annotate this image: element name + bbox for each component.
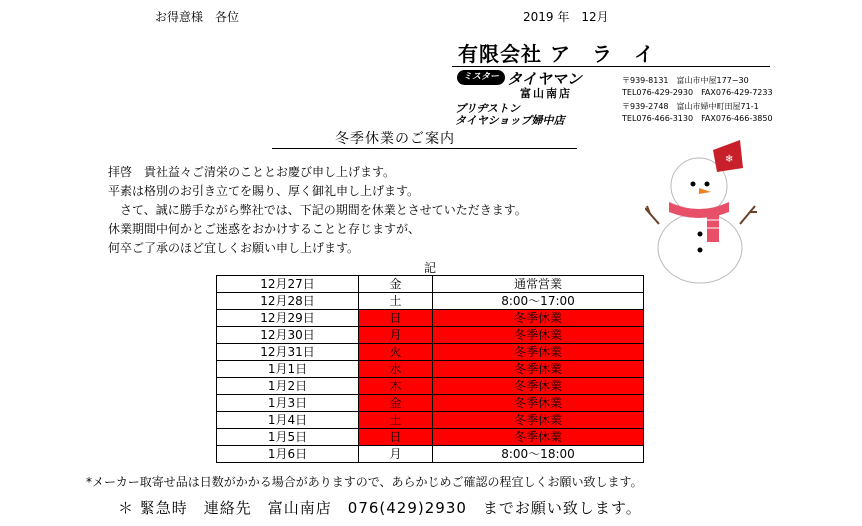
schedule-day-cell: 日	[359, 310, 433, 327]
schedule-date-cell: 12月28日	[217, 293, 359, 310]
schedule-day-cell: 水	[359, 361, 433, 378]
schedule-status-cell: 冬季休業	[433, 327, 644, 344]
schedule-status-cell: 8:00〜17:00	[433, 293, 644, 310]
table-row	[217, 429, 644, 446]
brand-name: タイヤマン	[507, 70, 582, 88]
ki-label: 記	[424, 261, 437, 275]
schedule-status-cell: 冬季休業	[433, 310, 644, 327]
body-line-2: 平素は格別のお引き立てを賜り、厚く御礼申し上げます。	[108, 184, 420, 198]
schedule-day-cell: 金	[359, 276, 433, 293]
recipient-line: お得意様 各位	[155, 10, 240, 24]
shop2-address: 〒939-2748 富山市婦中町田屋71-1	[622, 102, 759, 111]
schedule-date-cell: 1月3日	[217, 395, 359, 412]
schedule-status-cell: 冬季休業	[433, 395, 644, 412]
shop2-brand: ブリヂストン	[455, 102, 520, 115]
schedule-status-cell: 冬季休業	[433, 378, 644, 395]
schedule-status-cell: 冬季休業	[433, 429, 644, 446]
table-row	[217, 446, 644, 463]
schedule-date-cell: 12月29日	[217, 310, 359, 327]
body-line-3: さて、誠に勝手ながら弊社では、下記の期間を休業とさせていただきます。	[108, 203, 527, 217]
schedule-date-cell: 12月30日	[217, 327, 359, 344]
schedule-date-cell: 1月1日	[217, 361, 359, 378]
schedule-day-cell: 土	[359, 293, 433, 310]
schedule-status-cell: 冬季休業	[433, 361, 644, 378]
schedule-day-cell: 火	[359, 344, 433, 361]
shop2-name: タイヤショップ婦中店	[455, 114, 565, 127]
schedule-status-cell: 冬季休業	[433, 344, 644, 361]
schedule-table	[216, 275, 644, 463]
schedule-day-cell: 月	[359, 327, 433, 344]
schedule-status-cell: 8:00〜18:00	[433, 446, 644, 463]
svg-text:❄: ❄	[725, 154, 734, 165]
schedule-day-cell: 木	[359, 378, 433, 395]
footnote: *メーカー取寄せ品は日数がかかる場合がありますので、あらかじめご確認の程宜しくお願い致します。	[86, 475, 643, 489]
schedule-date-cell: 12月27日	[217, 276, 359, 293]
company-divider	[452, 66, 770, 67]
table-row	[217, 293, 644, 310]
table-row	[217, 344, 644, 361]
snowman-icon	[645, 128, 765, 292]
table-row	[217, 412, 644, 429]
title-underline	[272, 148, 577, 149]
schedule-day-cell: 金	[359, 395, 433, 412]
shop1-address: 〒939-8131 富山市中屋177−30	[622, 76, 749, 85]
schedule-date-cell: 1月6日	[217, 446, 359, 463]
shop2-tel: TEL076-466-3130 FAX076-466-3850	[622, 114, 773, 123]
body-line-1: 拝啓 貴社益々ご清栄のこととお慶び申し上げます。	[108, 165, 396, 179]
emergency-contact: ＊ 緊急時 連絡先 富山南店 076(429)2930 までお願い致します。	[118, 499, 642, 517]
brand-badge: ミスター	[457, 70, 505, 85]
body-line-5: 何卒ご了承のほど宜しくお願い申し上げます。	[108, 241, 360, 255]
schedule-day-cell: 日	[359, 429, 433, 446]
table-row	[217, 310, 644, 327]
schedule-date-cell: 1月5日	[217, 429, 359, 446]
shop1-tel: TEL076-429-2930 FAX076-429-7233	[622, 88, 773, 97]
schedule-status-cell: 通常営業	[433, 276, 644, 293]
shop1-name: 富山南店	[520, 87, 572, 100]
schedule-date-cell: 1月2日	[217, 378, 359, 395]
schedule-date-cell: 1月4日	[217, 412, 359, 429]
body-line-4: 休業期間中何かとご迷惑をおかけすることと存じますが、	[108, 222, 421, 236]
schedule-day-cell: 月	[359, 446, 433, 463]
schedule-status-cell: 冬季休業	[433, 412, 644, 429]
table-row	[217, 395, 644, 412]
company-name: 有限会社 ア ラ イ	[458, 42, 655, 66]
table-row	[217, 361, 644, 378]
schedule-day-cell: 土	[359, 412, 433, 429]
table-row	[217, 378, 644, 395]
table-row	[217, 327, 644, 344]
document-date: 2019 年 12月	[523, 10, 609, 24]
notice-title: 冬季休業のご案内	[335, 131, 455, 147]
table-row	[217, 276, 644, 293]
schedule-date-cell: 12月31日	[217, 344, 359, 361]
